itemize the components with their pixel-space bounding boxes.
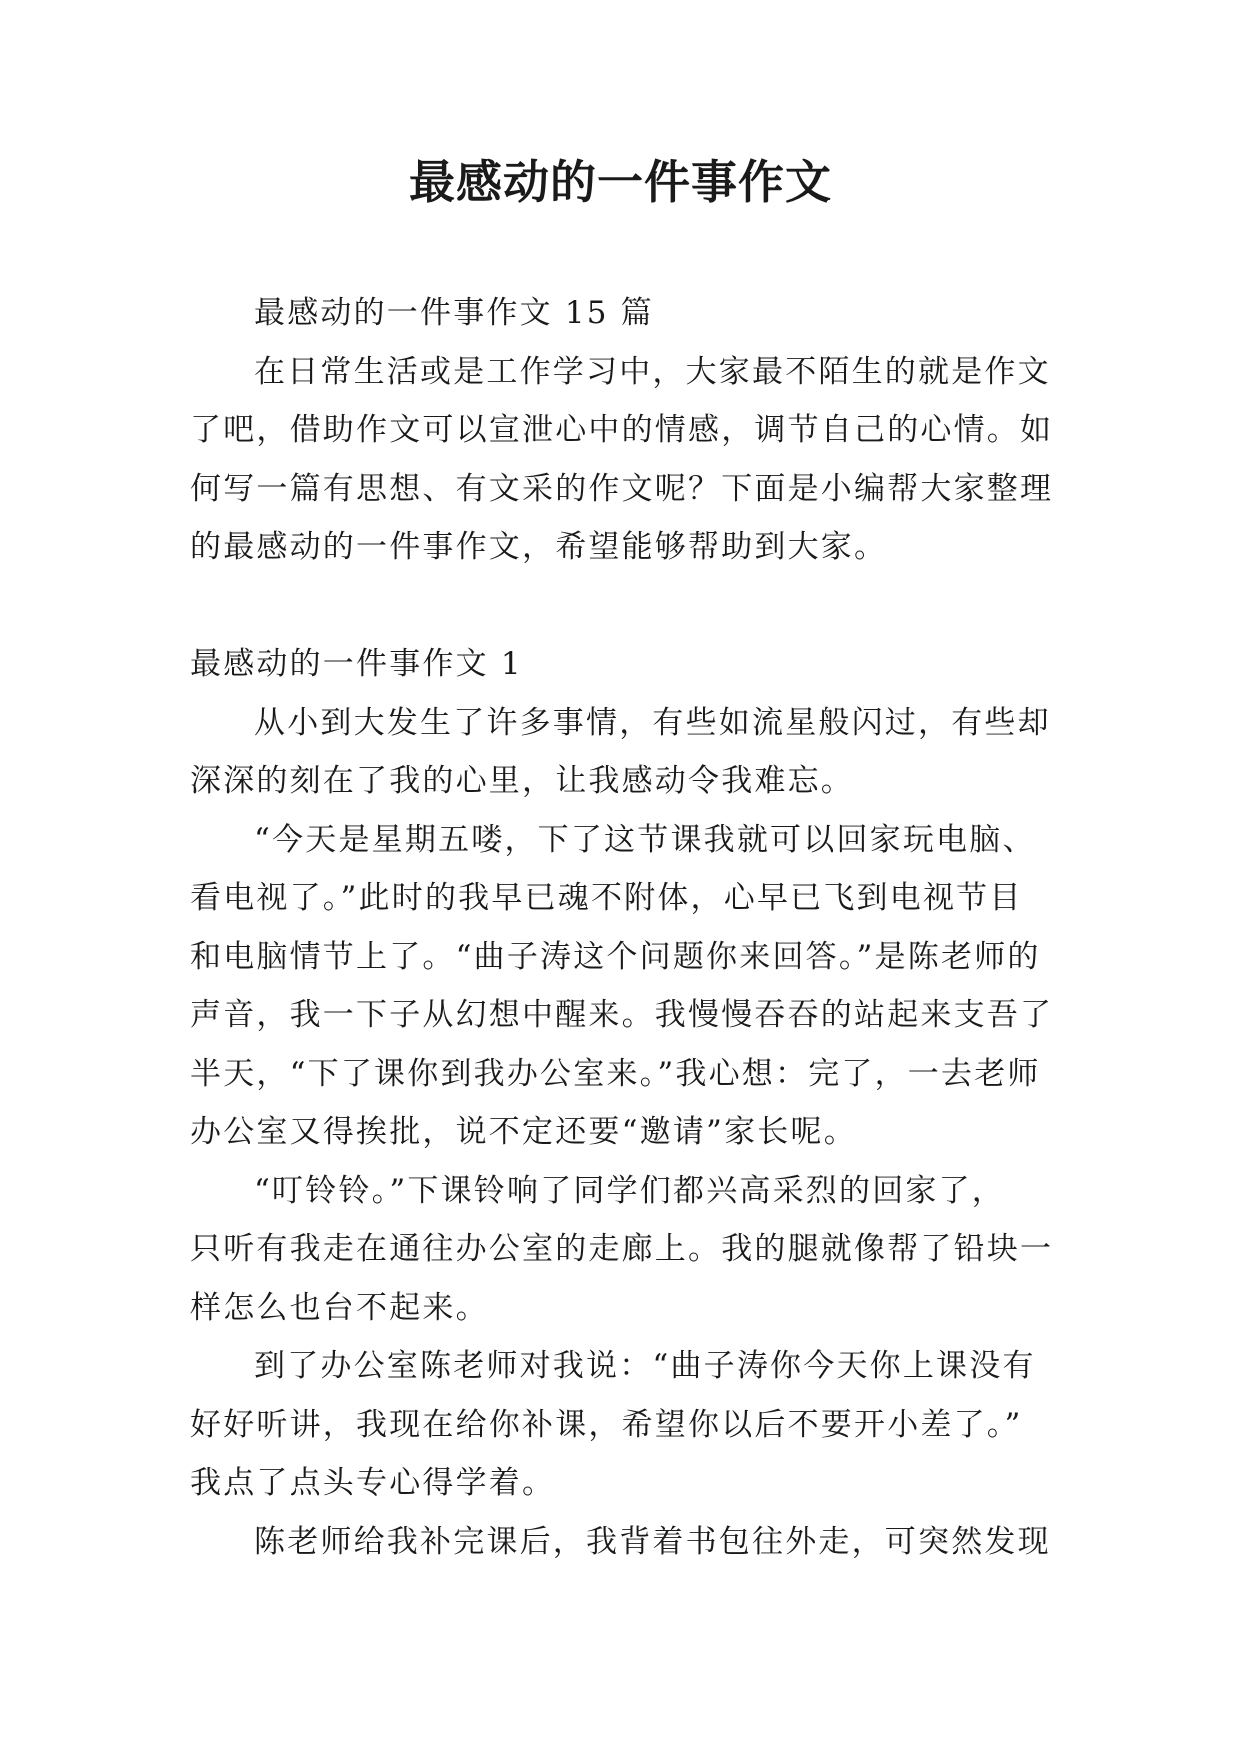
paragraph-line: “叮铃铃。”下课铃响了同学们都兴高采烈的回家了， [254, 1172, 1005, 1209]
paragraph-line: 声音，我一下子从幻想中醒来。我慢慢吞吞的站起来支吾了 [190, 997, 1054, 1033]
paragraph-line: 的最感动的一件事作文，希望能够帮助到大家。 [190, 529, 888, 565]
paragraph-line: 只听有我走在通往办公室的走廊上。我的腿就像帮了铅块一 [190, 1231, 1054, 1267]
paragraph-line: 办公室又得挨批，说不定还要“邀请”家长呢。 [190, 1114, 857, 1150]
paragraph-line: 了吧，借助作文可以宣泄心中的情感，调节自己的心情。如 [190, 412, 1054, 448]
paragraph-line: 在日常生活或是工作学习中，大家最不陌生的就是作文 [254, 353, 1051, 390]
paragraph-line: 到了办公室陈老师对我说：“曲子涛你今天你上课没有 [254, 1348, 1036, 1384]
document-body [190, 284, 1052, 1571]
section-heading: 最感动的一件事作文 1 [190, 646, 523, 682]
paragraph-line: 何写一篇有思想、有文采的作文呢？下面是小编帮大家整理 [190, 470, 1054, 507]
paragraph-line: 我点了点头专心得学着。 [190, 1465, 556, 1501]
paragraph-line: 好好听讲，我现在给你补课，希望你以后不要开小差了。” [190, 1406, 1023, 1443]
paragraph-line: 样怎么也台不起来。 [190, 1289, 489, 1326]
document-title: 最感动的一件事作文 [409, 155, 832, 209]
paragraph-line: 深深的刻在了我的心里，让我感动令我难忘。 [190, 763, 854, 799]
subtitle-line: 最感动的一件事作文 15 篇 [254, 295, 654, 331]
paragraph-line: “今天是星期五喽，下了这节课我就可以回家玩电脑、 [254, 821, 1036, 858]
paragraph-line: 和电脑情节上了。“曲子涛这个问题你来回答。”是陈老师的 [190, 938, 1041, 975]
paragraph-line: 看电视了。”此时的我早已魂不附体，心早已飞到电视节目 [190, 880, 1023, 916]
paragraph-line: 半天，“下了课你到我办公室来。”我心想：完了，一去老师 [190, 1055, 1041, 1092]
section-gap [190, 577, 1052, 636]
paragraph-line: 从小到大发生了许多事情，有些如流星般闪过，有些却 [254, 704, 1051, 741]
paragraph-line: 陈老师给我补完课后，我背着书包往外走，可突然发现 [254, 1523, 1051, 1560]
